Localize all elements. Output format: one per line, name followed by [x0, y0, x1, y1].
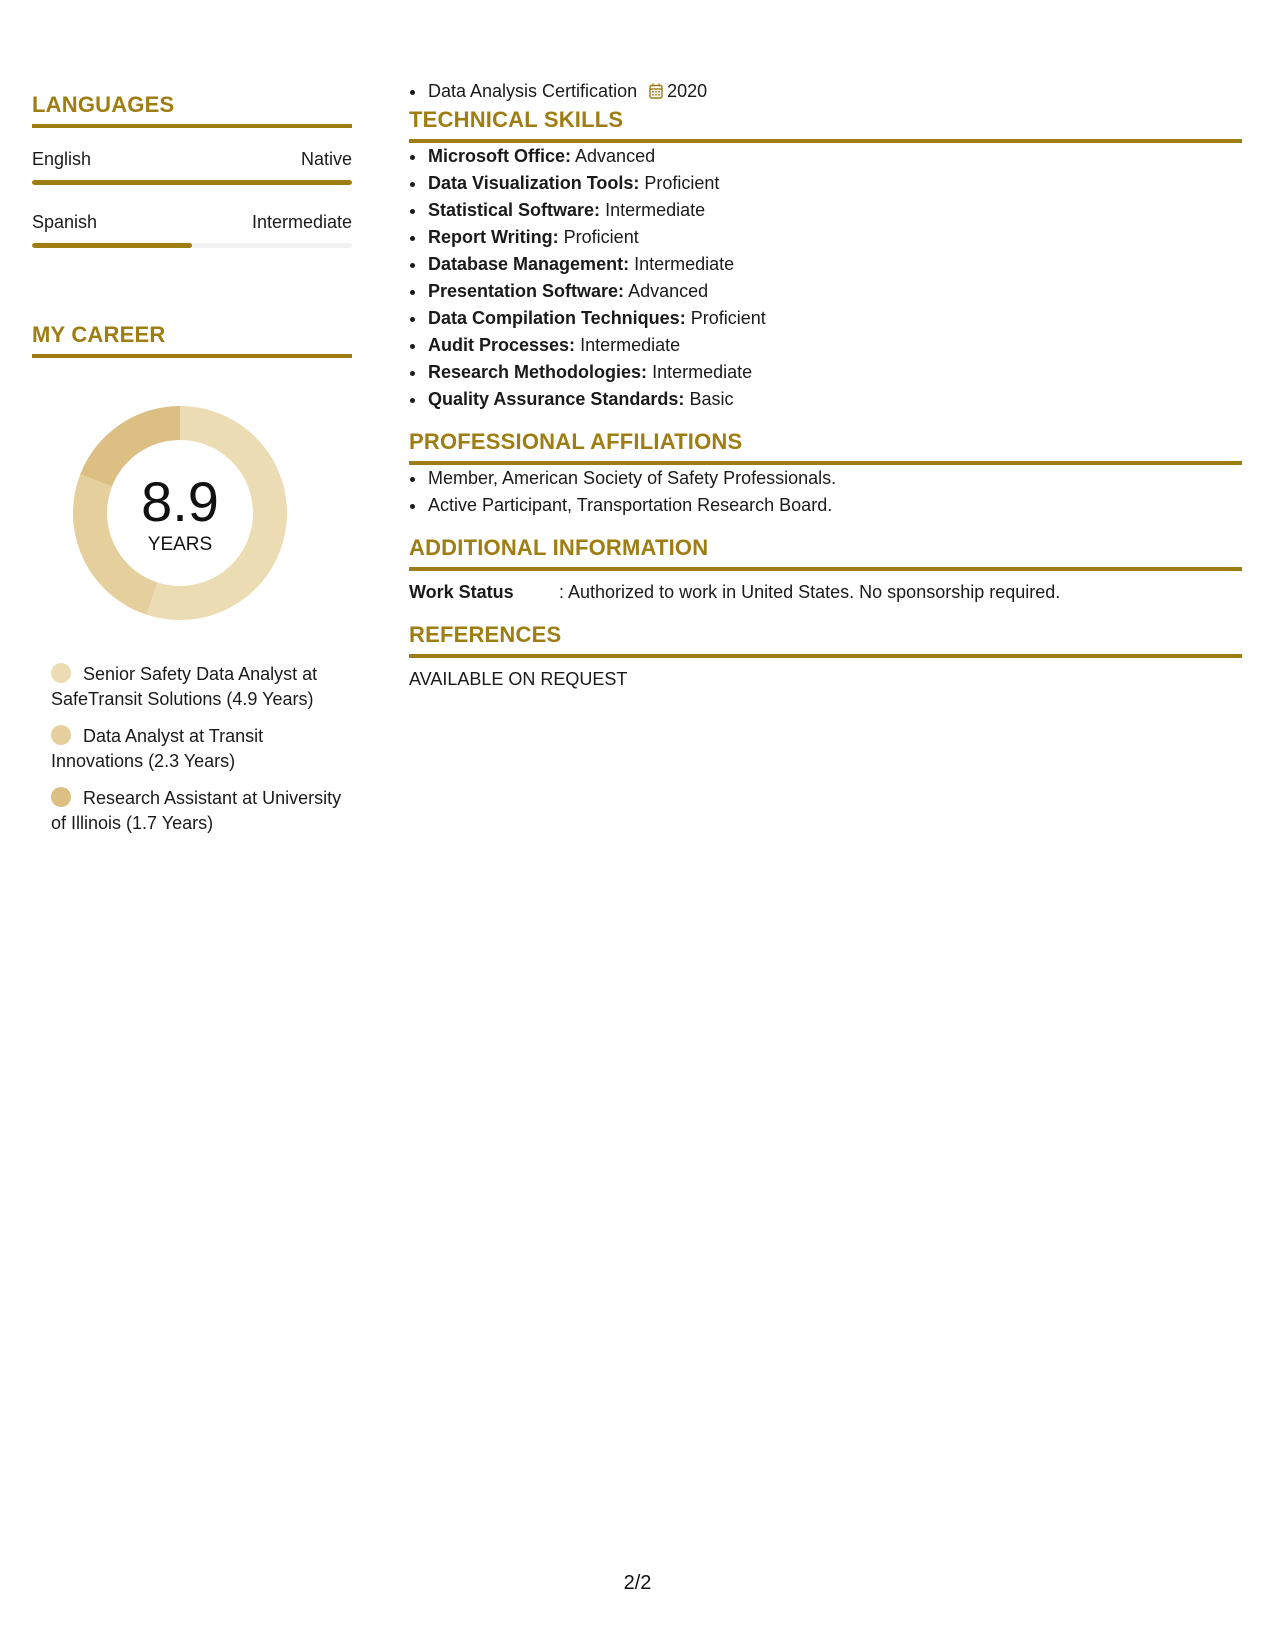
skill-level: Intermediate [605, 200, 706, 220]
skill-level: Advanced [575, 146, 656, 166]
language-level: Native [300, 149, 352, 169]
legend-dot-icon [51, 725, 71, 745]
career-legend-item [51, 724, 352, 774]
language-proficiency-bar [32, 243, 352, 248]
skill-name: Audit Processes: [428, 335, 576, 355]
additional-info-section [409, 533, 1242, 606]
career-donut-chart [67, 400, 293, 626]
work-status-value: : Authorized to work in United States. No sponsorship required. [559, 582, 1061, 602]
skill-item [427, 224, 1242, 251]
skill-level: Intermediate [634, 254, 735, 274]
affiliations-section [409, 427, 1242, 519]
skill-item [427, 170, 1242, 197]
references-section [409, 620, 1242, 693]
skill-level: Intermediate [580, 335, 681, 355]
language-name: Spanish [32, 212, 98, 232]
career-legend [51, 662, 352, 836]
language-name: English [32, 149, 92, 169]
references-text: AVAILABLE ON REQUEST [409, 669, 628, 689]
skill-level: Proficient [563, 227, 639, 247]
skill-name: Presentation Software: [428, 281, 625, 301]
skill-name: Microsoft Office: [428, 146, 572, 166]
skill-name: Data Visualization Tools: [428, 173, 640, 193]
career-legend-item [51, 662, 352, 712]
skill-name: Data Compilation Techniques: [428, 308, 686, 328]
references-heading: REFERENCES [409, 620, 1242, 658]
language-proficiency-fill [32, 243, 192, 248]
certification-list [409, 78, 1242, 105]
skill-level: Intermediate [652, 362, 753, 382]
skill-item [427, 197, 1242, 224]
career-total-unit: YEARS [147, 534, 213, 555]
career-total-years: 8.9 [141, 470, 219, 533]
language-item [32, 148, 352, 185]
work-status-label: Work Status [409, 582, 514, 602]
calendar-icon [649, 83, 663, 99]
additional-info-heading: ADDITIONAL INFORMATION [409, 533, 1242, 571]
language-proficiency-bar [32, 180, 352, 185]
main-content [409, 78, 1242, 693]
skill-level: Proficient [644, 173, 720, 193]
language-item [32, 211, 352, 248]
skill-level: Advanced [628, 281, 709, 301]
sidebar [32, 90, 352, 848]
donut-center [67, 400, 293, 626]
languages-heading: LANGUAGES [32, 90, 352, 128]
skill-item [427, 251, 1242, 278]
technical-skills-section [409, 105, 1242, 413]
skill-item [427, 305, 1242, 332]
skill-level: Proficient [690, 308, 766, 328]
skill-name: Report Writing: [428, 227, 559, 247]
language-level: Intermediate [251, 212, 352, 232]
work-status-row [409, 579, 1242, 606]
affiliation-item: • Member, American Society of Safety Professionals. [427, 465, 1242, 492]
affiliation-item: • Active Participant, Transportation Research Board. [427, 492, 1242, 519]
career-legend-item [51, 786, 352, 836]
legend-dot-icon [51, 663, 71, 683]
technical-skills-list [409, 143, 1242, 413]
skill-name: Statistical Software: [428, 200, 601, 220]
skill-item [427, 359, 1242, 386]
certification-item [427, 78, 1242, 105]
affiliations-list [409, 465, 1242, 519]
page-number: 2/2 [623, 1572, 652, 1594]
skill-item [427, 278, 1242, 305]
career-legend-label: Data Analyst at Transit Innovations (2.3 Years) [51, 726, 264, 771]
skill-name: Database Management: [428, 254, 630, 274]
skill-name: Research Methodologies: [428, 362, 648, 382]
career-legend-label: Senior Safety Data Analyst at SafeTransit Solutions (4.9 Years) [51, 664, 318, 709]
skill-item [427, 386, 1242, 413]
affiliations-heading: PROFESSIONAL AFFILIATIONS [409, 427, 1242, 465]
skill-level: Basic [689, 389, 734, 409]
technical-skills-heading: TECHNICAL SKILLS [409, 105, 1242, 143]
skill-name: Quality Assurance Standards: [428, 389, 685, 409]
language-proficiency-fill [32, 180, 352, 185]
certification-year: 2020 [667, 81, 708, 101]
skill-item [427, 332, 1242, 359]
certification-name: Data Analysis Certification [428, 81, 638, 101]
skill-item [427, 143, 1242, 170]
career-legend-label: Research Assistant at University of Illinois (1.7 Years) [51, 788, 342, 833]
career-heading: MY CAREER [32, 320, 352, 358]
legend-dot-icon [51, 787, 71, 807]
